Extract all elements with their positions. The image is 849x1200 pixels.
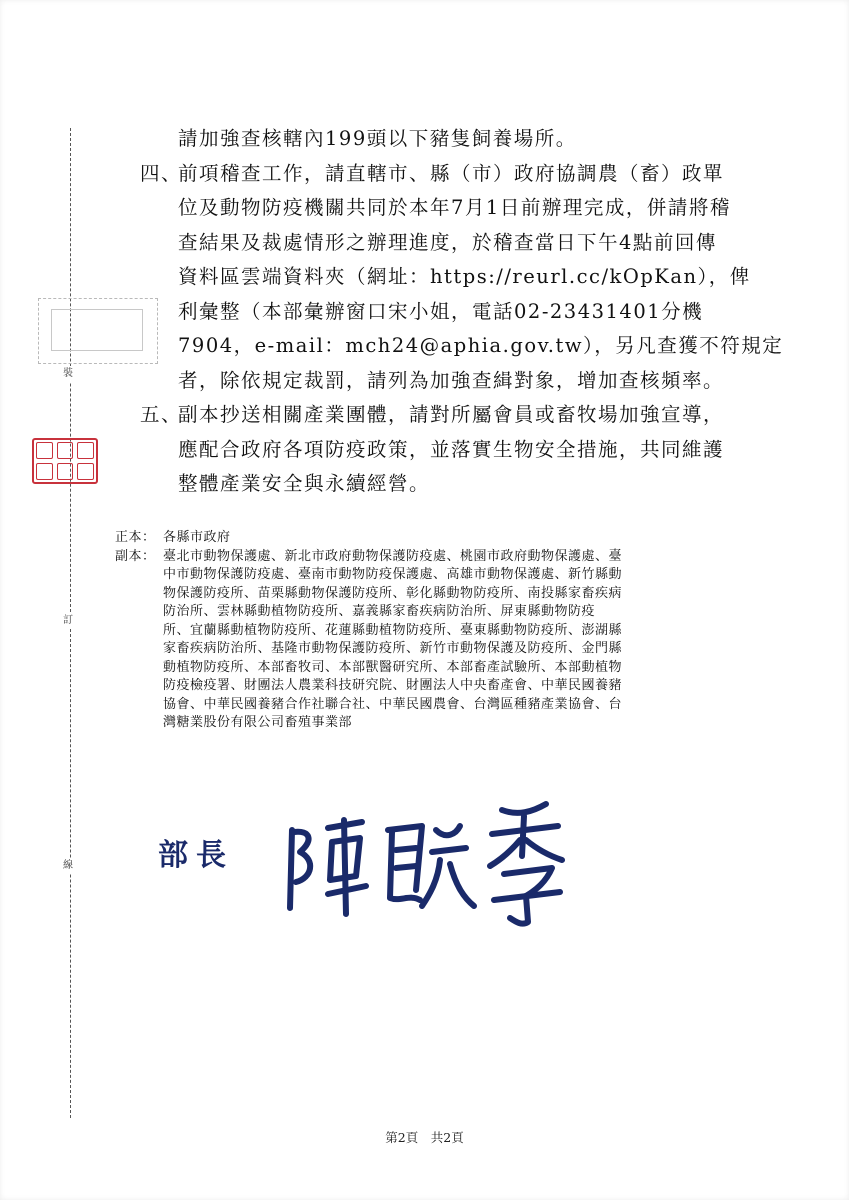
cc-line: 防疫檢疫署、財團法人農業科技研究院、財團法人中央畜產會、中華民國養豬 bbox=[163, 678, 623, 693]
item-4-text: 前項稽查工作，請直轄市、縣（市）政府協調農（畜）政單 bbox=[178, 161, 725, 185]
body-line: 者，除依規定裁罰，請列為加強查緝對象，增加查核頻率。 bbox=[178, 368, 725, 392]
binding-mark-3: 線 bbox=[63, 858, 73, 874]
body-line: 利彙整（本部彙辦窗口宋小姐，電話02-23431401分機 bbox=[178, 299, 704, 323]
item-5 bbox=[140, 398, 780, 433]
cc-recipients bbox=[163, 548, 765, 733]
body-line: 7904，e-mail：mch24@aphia.gov.tw），另凡查獲不符規定 bbox=[178, 334, 784, 357]
cc-line: 家畜疾病防治所、基隆市動物保護防疫所、新竹市動物保護及防疫所、金門縣 bbox=[163, 641, 623, 656]
red-seal bbox=[32, 438, 98, 484]
item-4 bbox=[140, 157, 780, 192]
body-line: 應配合政府各項防疫政策，並落實生物安全措施，共同維護 bbox=[178, 437, 725, 461]
cc-line: 物保護防疫所、苗栗縣動物保護防疫所、彰化縣動物防疫所、南投縣家畜疾病 bbox=[163, 585, 623, 601]
cc-line: 動植物防疫所、本部畜牧司、本部獸醫研究所、本部畜產試驗所、本部動植物 bbox=[163, 659, 623, 675]
cc-line: 協會、中華民國養豬合作社聯合社、中華民國農會、台灣區種豬產業協會、台 bbox=[163, 696, 623, 712]
body-line: 位及動物防疫機關共同於本年7月1日前辦理完成，併請將稽 bbox=[178, 196, 731, 219]
cc-line: 臺北市動物保護處、新北市政府動物保護防疫處、桃園市政府動物保護處、臺 bbox=[163, 548, 623, 564]
cc-label: 副本： bbox=[115, 548, 156, 564]
item-5-number: 五、 bbox=[140, 403, 183, 426]
minister-title: 部長 bbox=[158, 838, 234, 873]
cc-line: 中市動物保護防疫處、臺南市動物防疫保護處、高雄市動物保護處、新竹縣動 bbox=[163, 567, 623, 582]
body-line: 查結果及裁處情形之辦理進度，於稽查當日下午4點前回傳 bbox=[178, 230, 717, 254]
handwritten-signature bbox=[270, 790, 570, 930]
cc-recipient-row bbox=[115, 548, 765, 733]
item-4-number: 四、 bbox=[140, 161, 183, 185]
primary-recipient: 各縣市政府 bbox=[163, 530, 231, 545]
body-line: 整體產業安全與永續經營。 bbox=[178, 472, 431, 495]
item-5-text: 副本抄送相關產業團體，請對所屬會員或畜牧場加強宣導， bbox=[178, 403, 725, 426]
body-line: 資料區雲端資料夾（網址：https://reurl.cc/kOpKan），俾 bbox=[178, 265, 751, 288]
page-number: 第2頁 共2頁 bbox=[385, 1130, 464, 1145]
primary-label: 正本： bbox=[115, 530, 156, 545]
cc-line: 防治所、雲林縣動植物防疫所、嘉義縣家畜疾病防治所、屏東縣動物防疫 bbox=[163, 604, 596, 619]
cc-line: 所、宜蘭縣動植物防疫所、花蓮縣動植物防疫所、臺東縣動物防疫所、澎湖縣 bbox=[163, 622, 623, 638]
binding-mark-1: 裝 bbox=[63, 366, 73, 382]
body-line: 請加強查核轄內199頭以下豬隻飼養場所。 bbox=[178, 127, 577, 150]
document-body bbox=[140, 122, 784, 502]
cc-line: 灣糖業股份有限公司畜殖事業部 bbox=[163, 715, 353, 730]
binding-mark-2: 訂 bbox=[63, 613, 73, 629]
distribution-list bbox=[115, 529, 765, 733]
primary-recipient-row bbox=[115, 529, 765, 548]
